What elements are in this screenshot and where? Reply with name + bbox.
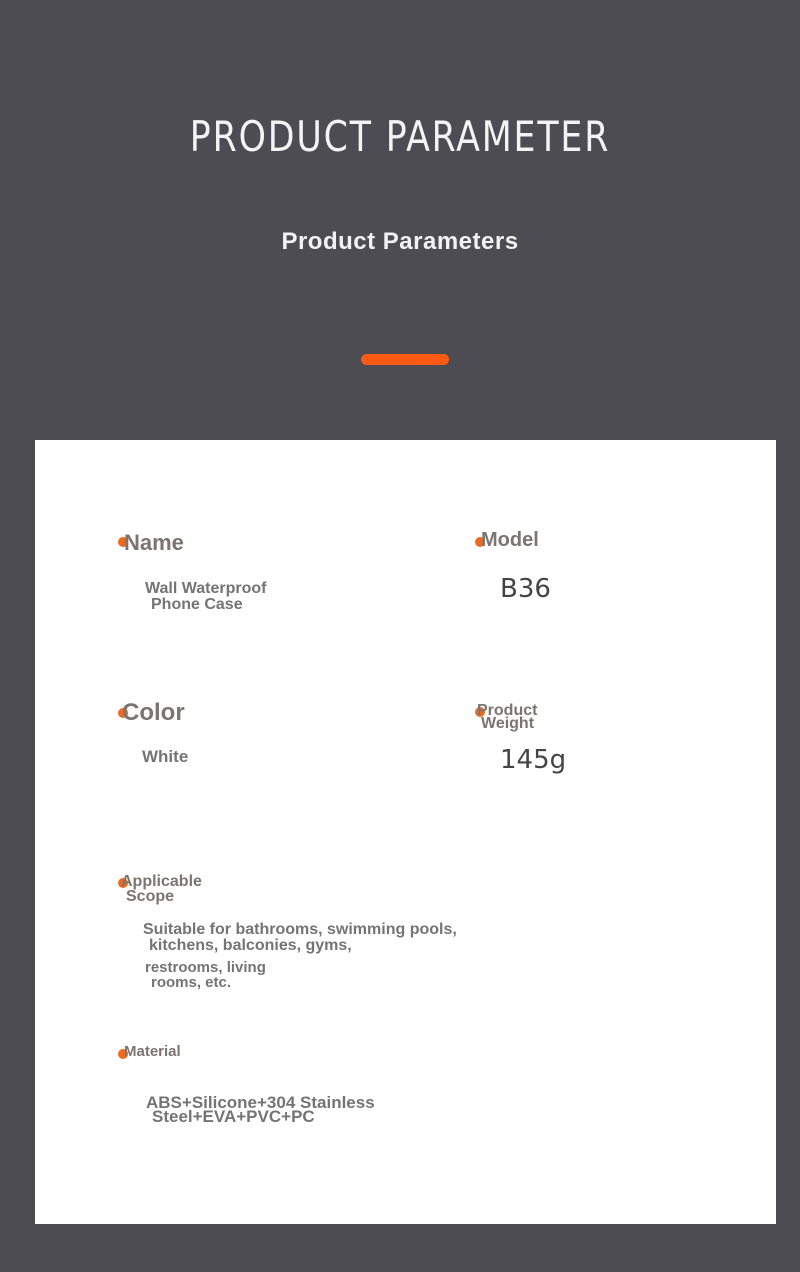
parameter-panel <box>35 440 776 1224</box>
weight-label <box>477 704 537 730</box>
material-value <box>146 1093 375 1126</box>
model-label: Model <box>481 529 539 551</box>
scope-value <box>143 922 457 954</box>
material-label: Material <box>124 1043 181 1060</box>
scope-value-line1: Suitable for bathrooms, swimming pools, <box>143 921 457 938</box>
page-subtitle: Product Parameters <box>281 228 519 255</box>
name-value-line2: Phone Case <box>151 596 243 613</box>
weight-label-line1: Product <box>477 702 538 719</box>
material-value-line1: ABS+Silicone+304 Stainless <box>146 1093 375 1112</box>
scope-value-line3: restrooms, living <box>145 959 266 976</box>
weight-value: 145g <box>500 745 567 775</box>
color-value: White <box>142 747 189 766</box>
material-value-line2: Steel+EVA+PVC+PC <box>152 1107 315 1126</box>
scope-value-line4: rooms, etc. <box>151 974 232 991</box>
model-value: B36 <box>500 574 551 604</box>
name-value-line1: Wall Waterproof <box>145 580 267 597</box>
scope-label-line2: Scope <box>126 888 175 905</box>
page-title: PRODUCT PARAMETER <box>189 112 611 161</box>
accent-bar <box>361 354 449 365</box>
scope-label-line1: Applicable <box>121 873 202 890</box>
scope-value-line2: kitchens, balconies, gyms, <box>149 937 352 954</box>
color-label: Color <box>122 699 185 726</box>
scope-value-cont <box>145 960 266 990</box>
weight-label-line2: Weight <box>481 715 535 732</box>
scope-label <box>121 874 202 904</box>
name-label: Name <box>124 530 184 555</box>
name-value <box>145 581 266 613</box>
